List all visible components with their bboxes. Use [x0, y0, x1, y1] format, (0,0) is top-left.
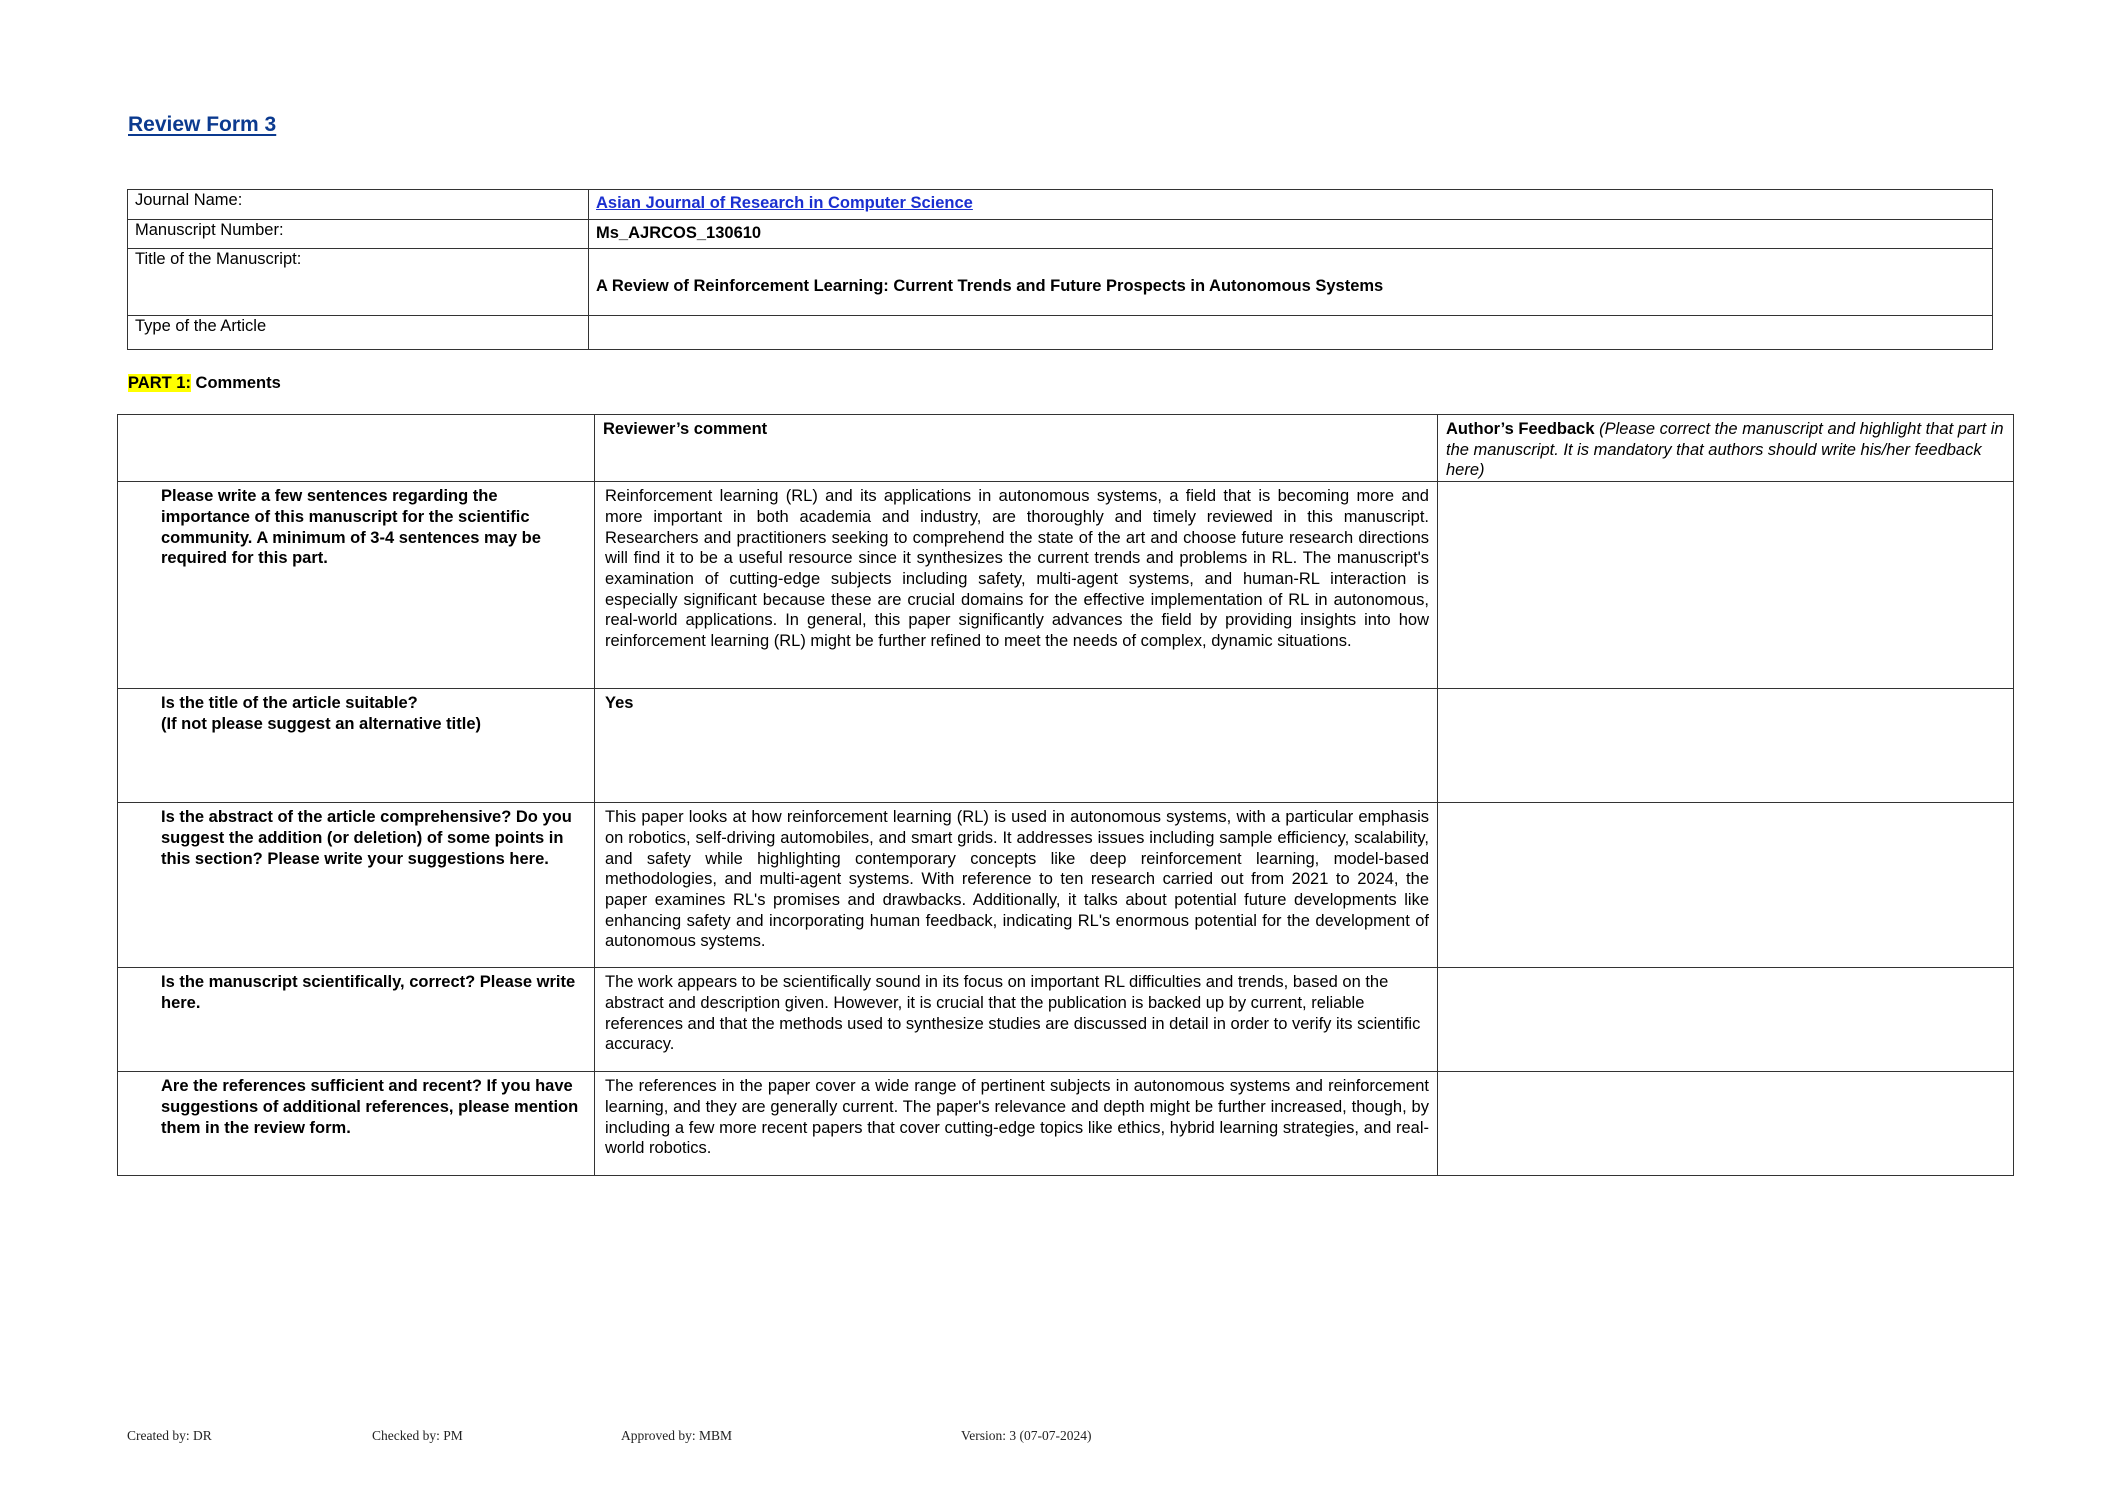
author-feedback-abstract[interactable] — [1438, 803, 2014, 968]
footer-version: Version: 3 (07-07-2024) — [961, 1428, 1092, 1443]
author-feedback-importance[interactable] — [1438, 482, 2014, 689]
journal-name-link[interactable]: Asian Journal of Research in Computer Science — [596, 194, 973, 212]
article-type-value[interactable] — [589, 316, 1993, 350]
comment-row-title — [118, 689, 2014, 803]
footer-checked-by: Checked by: PM — [372, 1428, 463, 1443]
question-scientific: Is the manuscript scientifically, correct? Please write here. — [118, 968, 595, 1072]
reviewer-comment-references: The references in the paper cover a wide range of pertinent subjects in autonomous systems and reinforcement learning, and they are generally current. The paper's relevance and depth might be further increased, though, by including a few more recent papers that cover cutting-edge topics like ethics, hybrid learning strategies, and real-world robotics. — [595, 1072, 1438, 1176]
question-title-line1: Is the title of the article suitable? — [161, 694, 418, 713]
manuscript-title-value: A Review of Reinforcement Learning: Current Trends and Future Prospects in Autonomous Systems — [589, 249, 1993, 316]
footer-created-by: Created by: DR — [127, 1428, 212, 1443]
reviewer-comment-abstract: This paper looks at how reinforcement learning (RL) is used in autonomous systems, with a particular emphasis on robotics, self-driving automobiles, and smart grids. It addresses issues including sample efficiency, scalability, and safety while highlighting contemporary concepts like deep reinforcement learning, model-based methodologies, and multi-agent systems. With reference to ten research carried out from 2021 to 2024, the paper examines RL's promises and drawbacks. Additionally, it talks about potential future developments like enhancing safety and incorporating human feedback, indicating RL's enormous potential for the development of autonomous systems. — [595, 803, 1438, 968]
footer-approved-by: Approved by: MBM — [621, 1428, 732, 1443]
article-type-row — [128, 316, 1993, 350]
question-column-header — [118, 415, 595, 482]
manuscript-info-table — [127, 189, 1993, 350]
author-feedback-header-title: Author’s Feedback — [1446, 420, 1595, 438]
author-feedback-references[interactable] — [1438, 1072, 2014, 1176]
manuscript-number-value: Ms_AJRCOS_130610 — [589, 220, 1993, 249]
article-type-label: Type of the Article — [128, 316, 589, 350]
reviewer-comment-scientific: The work appears to be scientifically sound in its focus on important RL difficulties and trends, based on the abstract and description given. However, it is crucial that the publication is backed up by current, reliable references and that the methods used to synthesize studies are discussed in detail in order to verify its scientific accuracy. — [595, 968, 1438, 1072]
manuscript-number-label: Manuscript Number: — [128, 220, 589, 249]
comment-row-abstract — [118, 803, 2014, 968]
manuscript-title-row — [128, 249, 1993, 316]
question-importance: Please write a few sentences regarding the importance of this manuscript for the scientific community. A minimum of 3-4 sentences may be required for this part. — [118, 482, 595, 689]
journal-name-value — [589, 190, 1993, 220]
manuscript-number-row — [128, 220, 1993, 249]
question-title — [118, 689, 595, 803]
part1-heading — [128, 374, 281, 393]
reviewer-comment-header: Reviewer’s comment — [595, 415, 1438, 482]
comment-row-references — [118, 1072, 2014, 1176]
journal-name-label: Journal Name: — [128, 190, 589, 220]
question-abstract: Is the abstract of the article comprehensive? Do you suggest the addition (or deletion) of some points in this section? Please write your suggestions here. — [118, 803, 595, 968]
reviewer-comment-importance: Reinforcement learning (RL) and its applications in autonomous systems, a field that is becoming more and more important in both academia and industry, are thoroughly and timely reviewed in this manuscript. Researchers and practitioners seeking to comprehend the state of the art and choose future research directions will find it to be a useful resource since it synthesizes the current trends and problems in RL. The manuscript's examination of cutting-edge subjects including safety, multi-agent systems, and human-RL interaction is especially significant because these are crucial domains for the effective implementation of RL in autonomous, real-world applications. In general, this paper significantly advances the field by providing insights into how reinforcement learning (RL) might be further refined to meet the needs of complex, dynamic situations. — [595, 482, 1438, 689]
manuscript-title-label: Title of the Manuscript: — [128, 249, 589, 316]
author-feedback-header — [1438, 415, 2014, 482]
author-feedback-header-instruction: (Please correct the manuscript and highlight that part in the manuscript. It is mandatory that authors should write his/her feedback here) — [1446, 420, 2004, 480]
comments-table — [117, 414, 2014, 1176]
part1-highlight-label: PART 1: — [128, 374, 191, 392]
author-feedback-scientific[interactable] — [1438, 968, 2014, 1072]
question-title-line2: (If not please suggest an alternative title) — [161, 714, 481, 733]
author-feedback-title[interactable] — [1438, 689, 2014, 803]
document-title: Review Form 3 — [128, 113, 277, 136]
reviewer-comment-title: Yes — [595, 689, 1438, 803]
part1-comments-label: Comments — [190, 374, 281, 392]
comments-header-row — [118, 415, 2014, 482]
journal-name-row — [128, 190, 1993, 220]
comment-row-importance — [118, 482, 2014, 689]
comment-row-scientific — [118, 968, 2014, 1072]
question-references: Are the references sufficient and recent? If you have suggestions of additional references, please mention them in the review form. — [118, 1072, 595, 1176]
